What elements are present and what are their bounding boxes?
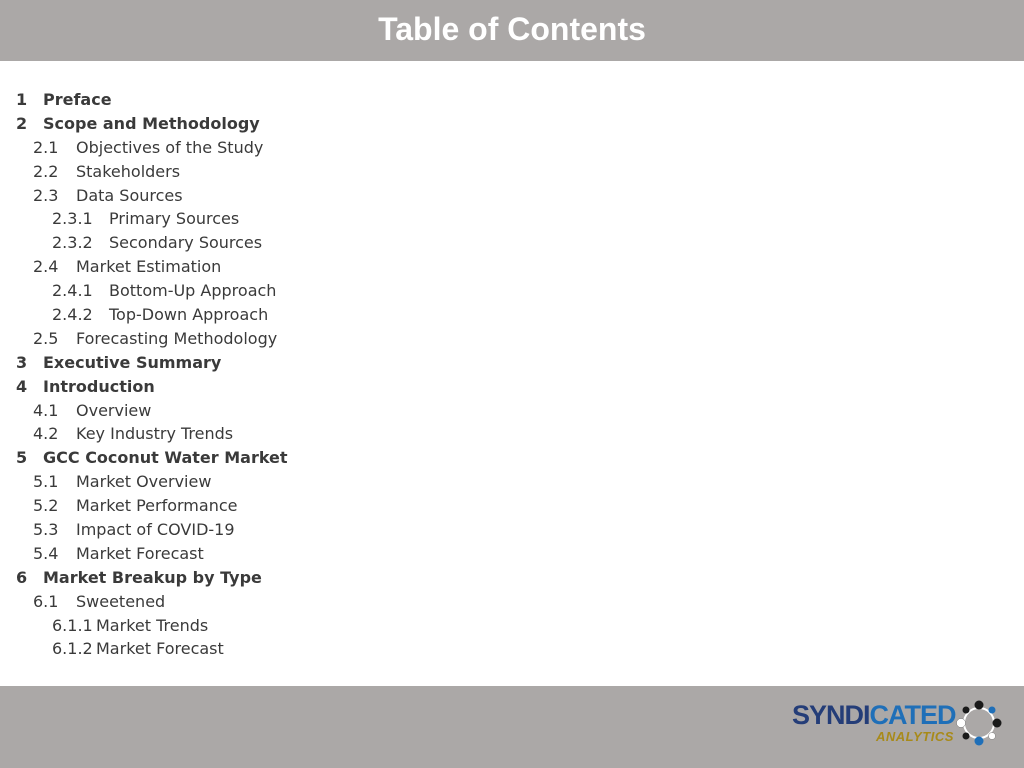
toc-entry-number: 4.1: [33, 400, 59, 420]
toc-entry-label: GCC Coconut Water Market: [43, 448, 288, 468]
toc-entry-number: 2: [16, 113, 28, 133]
toc-entry-label: Sweetened: [76, 591, 166, 611]
toc-entry-number: 5.4: [33, 543, 59, 563]
toc-entry-number: 4.2: [33, 424, 59, 444]
toc-entry: [0, 518, 600, 542]
toc-entry: [0, 422, 600, 446]
toc-entry-label: Overview: [76, 400, 152, 420]
logo-ring-icon: [956, 700, 1002, 746]
logo-wordmark: SYNDICATED: [792, 700, 956, 730]
toc-entry-number: 2.3: [33, 185, 59, 205]
company-logo: [792, 700, 1002, 750]
toc-entry: [0, 160, 600, 184]
table-of-contents: [0, 88, 600, 661]
toc-entry: [0, 566, 600, 590]
toc-entry: [0, 446, 600, 470]
toc-entry-number: 2.4: [33, 257, 59, 277]
header-bar: [0, 0, 1024, 61]
toc-entry-number: 2.1: [33, 137, 59, 157]
toc-entry-label: Data Sources: [76, 185, 183, 205]
toc-entry-number: 6.1: [33, 591, 59, 611]
toc-entry-label: Key Industry Trends: [76, 424, 234, 444]
toc-entry-label: Objectives of the Study: [76, 137, 264, 157]
toc-entry: [0, 614, 600, 638]
toc-entry-number: 5.3: [33, 520, 59, 540]
toc-entry-number: 5.2: [33, 496, 59, 516]
toc-entry-number: 1: [16, 90, 28, 109]
page-title: Table of Contents: [378, 11, 646, 47]
toc-entry: [0, 590, 600, 614]
logo-subtitle: ANALYTICS: [876, 729, 954, 744]
toc-entry-number: 6: [16, 567, 28, 587]
toc-entry: [0, 255, 600, 279]
footer-bar: [0, 686, 1024, 768]
toc-entry-label: Market Trends: [96, 615, 209, 635]
toc-entry-number: 2.4.2: [52, 305, 93, 325]
toc-entry-number: 5: [16, 448, 28, 468]
toc-entry-number: 2.4.1: [52, 281, 93, 301]
toc-entry-number: 6.1.2: [52, 639, 93, 659]
toc-entry-label: Executive Summary: [43, 352, 222, 372]
toc-entry-number: 2.5: [33, 328, 59, 348]
toc-entry: [0, 112, 600, 136]
toc-entry-label: Market Overview: [76, 472, 212, 492]
toc-entry: [0, 184, 600, 208]
toc-entry-label: Scope and Methodology: [43, 113, 260, 133]
toc-entry-number: 2.2: [33, 161, 59, 181]
toc-entry-label: Primary Sources: [109, 209, 240, 229]
toc-entry: [0, 279, 600, 303]
toc-entry: [0, 542, 600, 566]
toc-entry-label: Market Forecast: [96, 639, 224, 659]
toc-entry: [0, 399, 600, 423]
toc-entry-label: Market Estimation: [76, 257, 222, 277]
toc-entry: [0, 303, 600, 327]
toc-entry-number: 6.1.1: [52, 615, 93, 635]
toc-entry-number: 5.1: [33, 472, 59, 492]
toc-entry-label: Market Forecast: [76, 543, 204, 563]
toc-entry: [0, 207, 600, 231]
toc-entry: [0, 351, 600, 375]
toc-entry-label: Impact of COVID-19: [76, 520, 235, 540]
toc-entry-number: 3: [16, 352, 28, 372]
toc-entry-label: Market Breakup by Type: [43, 567, 262, 587]
toc-entry-label: Bottom-Up Approach: [109, 281, 277, 301]
toc-entry-number: 4: [16, 376, 28, 396]
toc-entry: [0, 327, 600, 351]
toc-entry-label: Preface: [43, 90, 112, 109]
toc-entry: [0, 375, 600, 399]
toc-entry-number: 2.3.2: [52, 233, 93, 253]
toc-entry: [0, 637, 600, 661]
toc-entry-label: Market Performance: [76, 496, 238, 516]
toc-entry-label: Secondary Sources: [109, 233, 263, 253]
toc-entry: [0, 231, 600, 255]
toc-entry-label: Top-Down Approach: [109, 305, 269, 325]
toc-entry-number: 2.3.1: [52, 209, 93, 229]
toc-entry: [0, 494, 600, 518]
toc-entry-label: Introduction: [43, 376, 155, 396]
toc-entry-label: Stakeholders: [76, 161, 181, 181]
toc-entry: [0, 88, 600, 112]
toc-entry: [0, 470, 600, 494]
toc-entry: [0, 136, 600, 160]
toc-entry-label: Forecasting Methodology: [76, 328, 278, 348]
